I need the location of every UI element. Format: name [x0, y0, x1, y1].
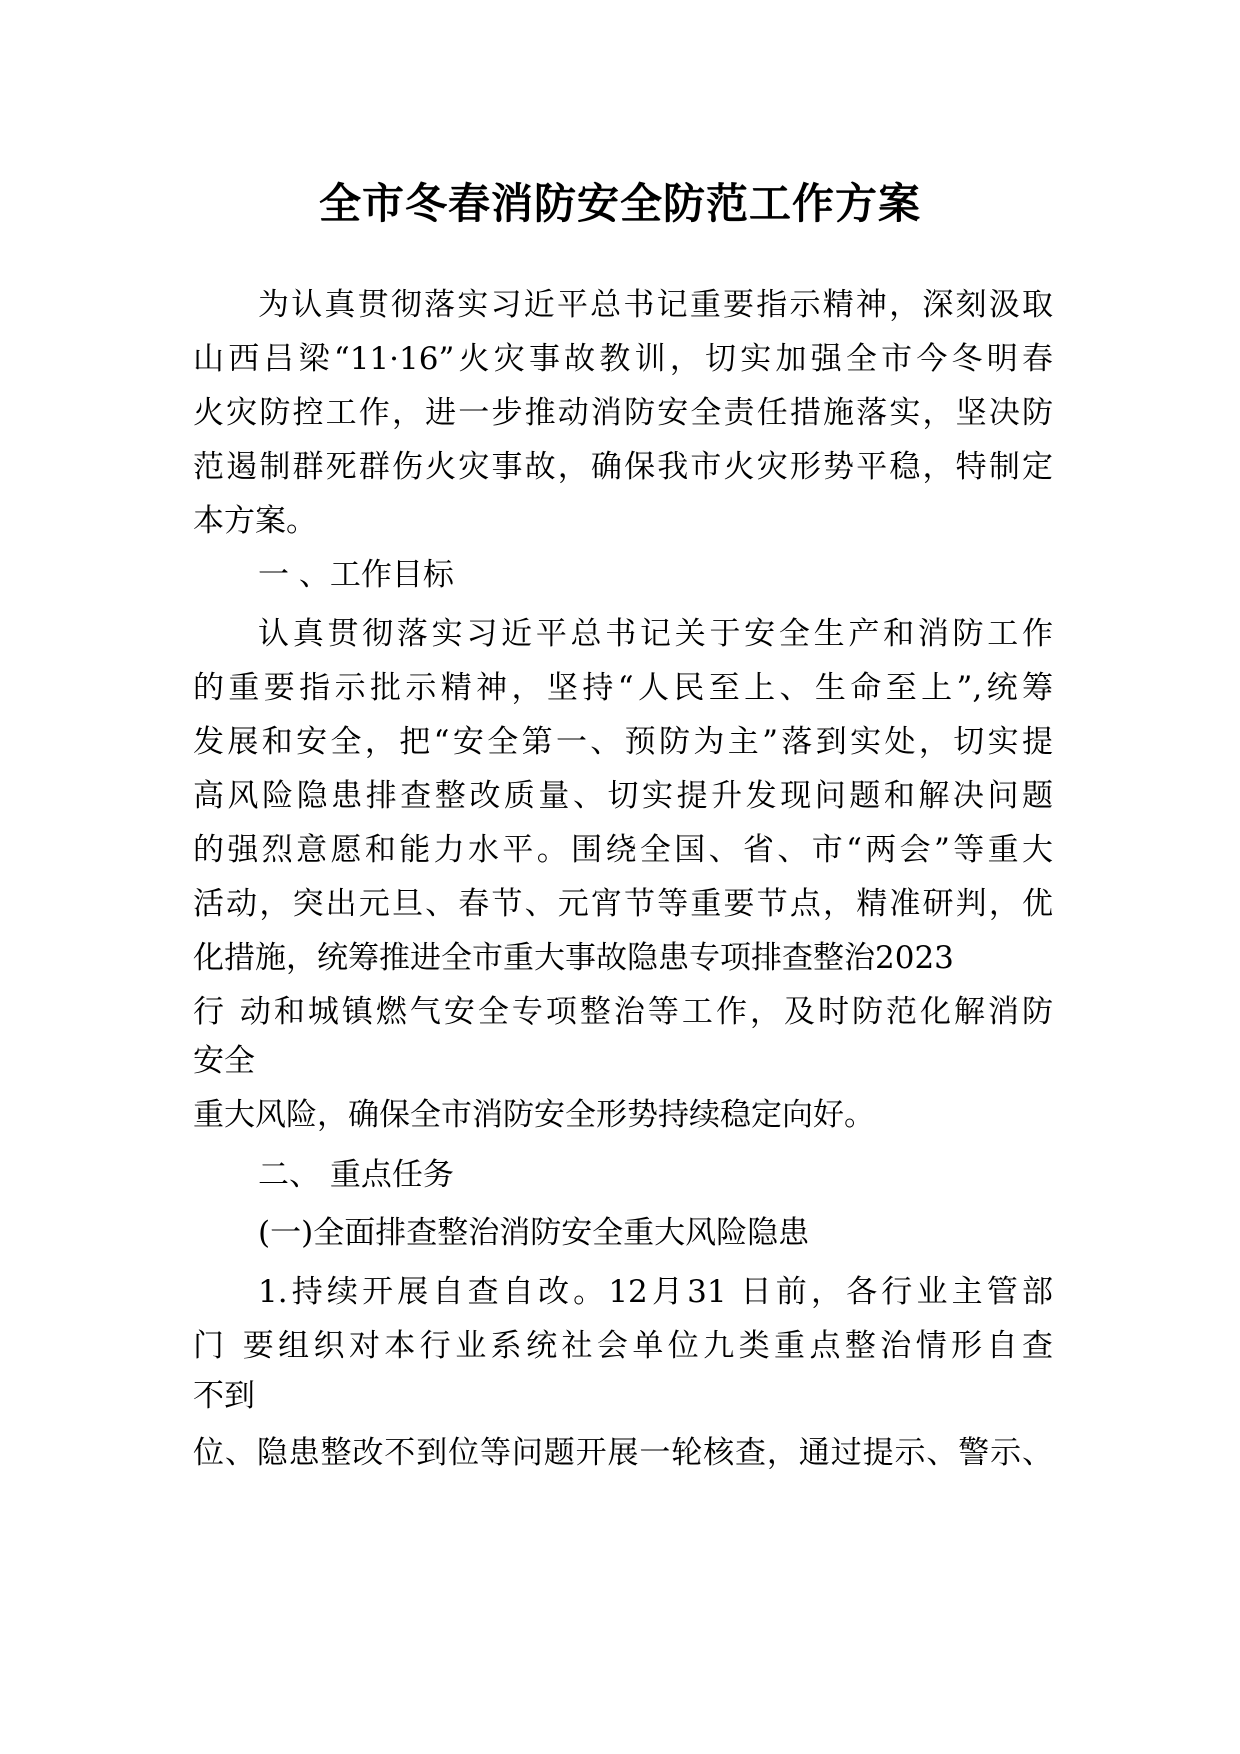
paragraph-line: 重大风险，确保全市消防安全形势持续稳定向好。 [193, 1097, 875, 1133]
paragraph-line: 的强烈意愿和能力水平。围绕全国、省、市“两会”等重大 [193, 832, 1053, 868]
paragraph-line: 范遏制群死群伤火灾事故，确保我市火灾形势平稳，特制定 [193, 449, 1053, 485]
paragraph-line: 发展和安全，把“安全第一、预防为主”落到实处，切实提 [193, 724, 1053, 760]
paragraph-line: 为认真贯彻落实习近平总书记重要指示精神，深刻汲取 [258, 287, 1053, 323]
paragraph-line: 安全 [193, 1043, 255, 1079]
section-heading: 二、 重点任务 [258, 1157, 454, 1193]
paragraph-line: 不到 [193, 1378, 255, 1414]
paragraph-line: 认真贯彻落实习近平总书记关于安全生产和消防工作 [258, 616, 1053, 652]
section-heading: 一 、工作目标 [258, 557, 454, 593]
paragraph-line: 1.持续开展自查自改。12月31 日前，各行业主管部 [258, 1274, 1053, 1310]
paragraph-line: 活动，突出元旦、春节、元宵节等重要节点，精准研判，优 [193, 886, 1053, 922]
paragraph-line: 本方案。 [193, 503, 317, 539]
paragraph-line: 化措施，统筹推进全市重大事故隐患专项排查整治2023 [193, 940, 954, 976]
subsection-heading: (一)全面排查整治消防安全重大风险隐患 [258, 1215, 810, 1251]
paragraph-line: 门 要组织对本行业系统社会单位九类重点整治情形自查 [193, 1328, 1053, 1364]
document-title: 全市冬春消防安全防范工作方案 [318, 179, 921, 228]
paragraph-line: 火灾防控工作，进一步推动消防安全责任措施落实，坚决防 [193, 395, 1053, 431]
paragraph-line: 位、隐患整改不到位等问题开展一轮核查，通过提示、警示、 [193, 1435, 1053, 1471]
paragraph-line: 高风险隐患排查整改质量、切实提升发现问题和解决问题 [193, 778, 1053, 814]
paragraph-line: 行 动和城镇燃气安全专项整治等工作，及时防范化解消防 [193, 994, 1053, 1030]
paragraph-line: 山西吕梁“11·16”火灾事故教训，切实加强全市今冬明春 [193, 341, 1053, 377]
paragraph-line: 的重要指示批示精神，坚持“人民至上、生命至上”,统筹 [193, 670, 1053, 706]
